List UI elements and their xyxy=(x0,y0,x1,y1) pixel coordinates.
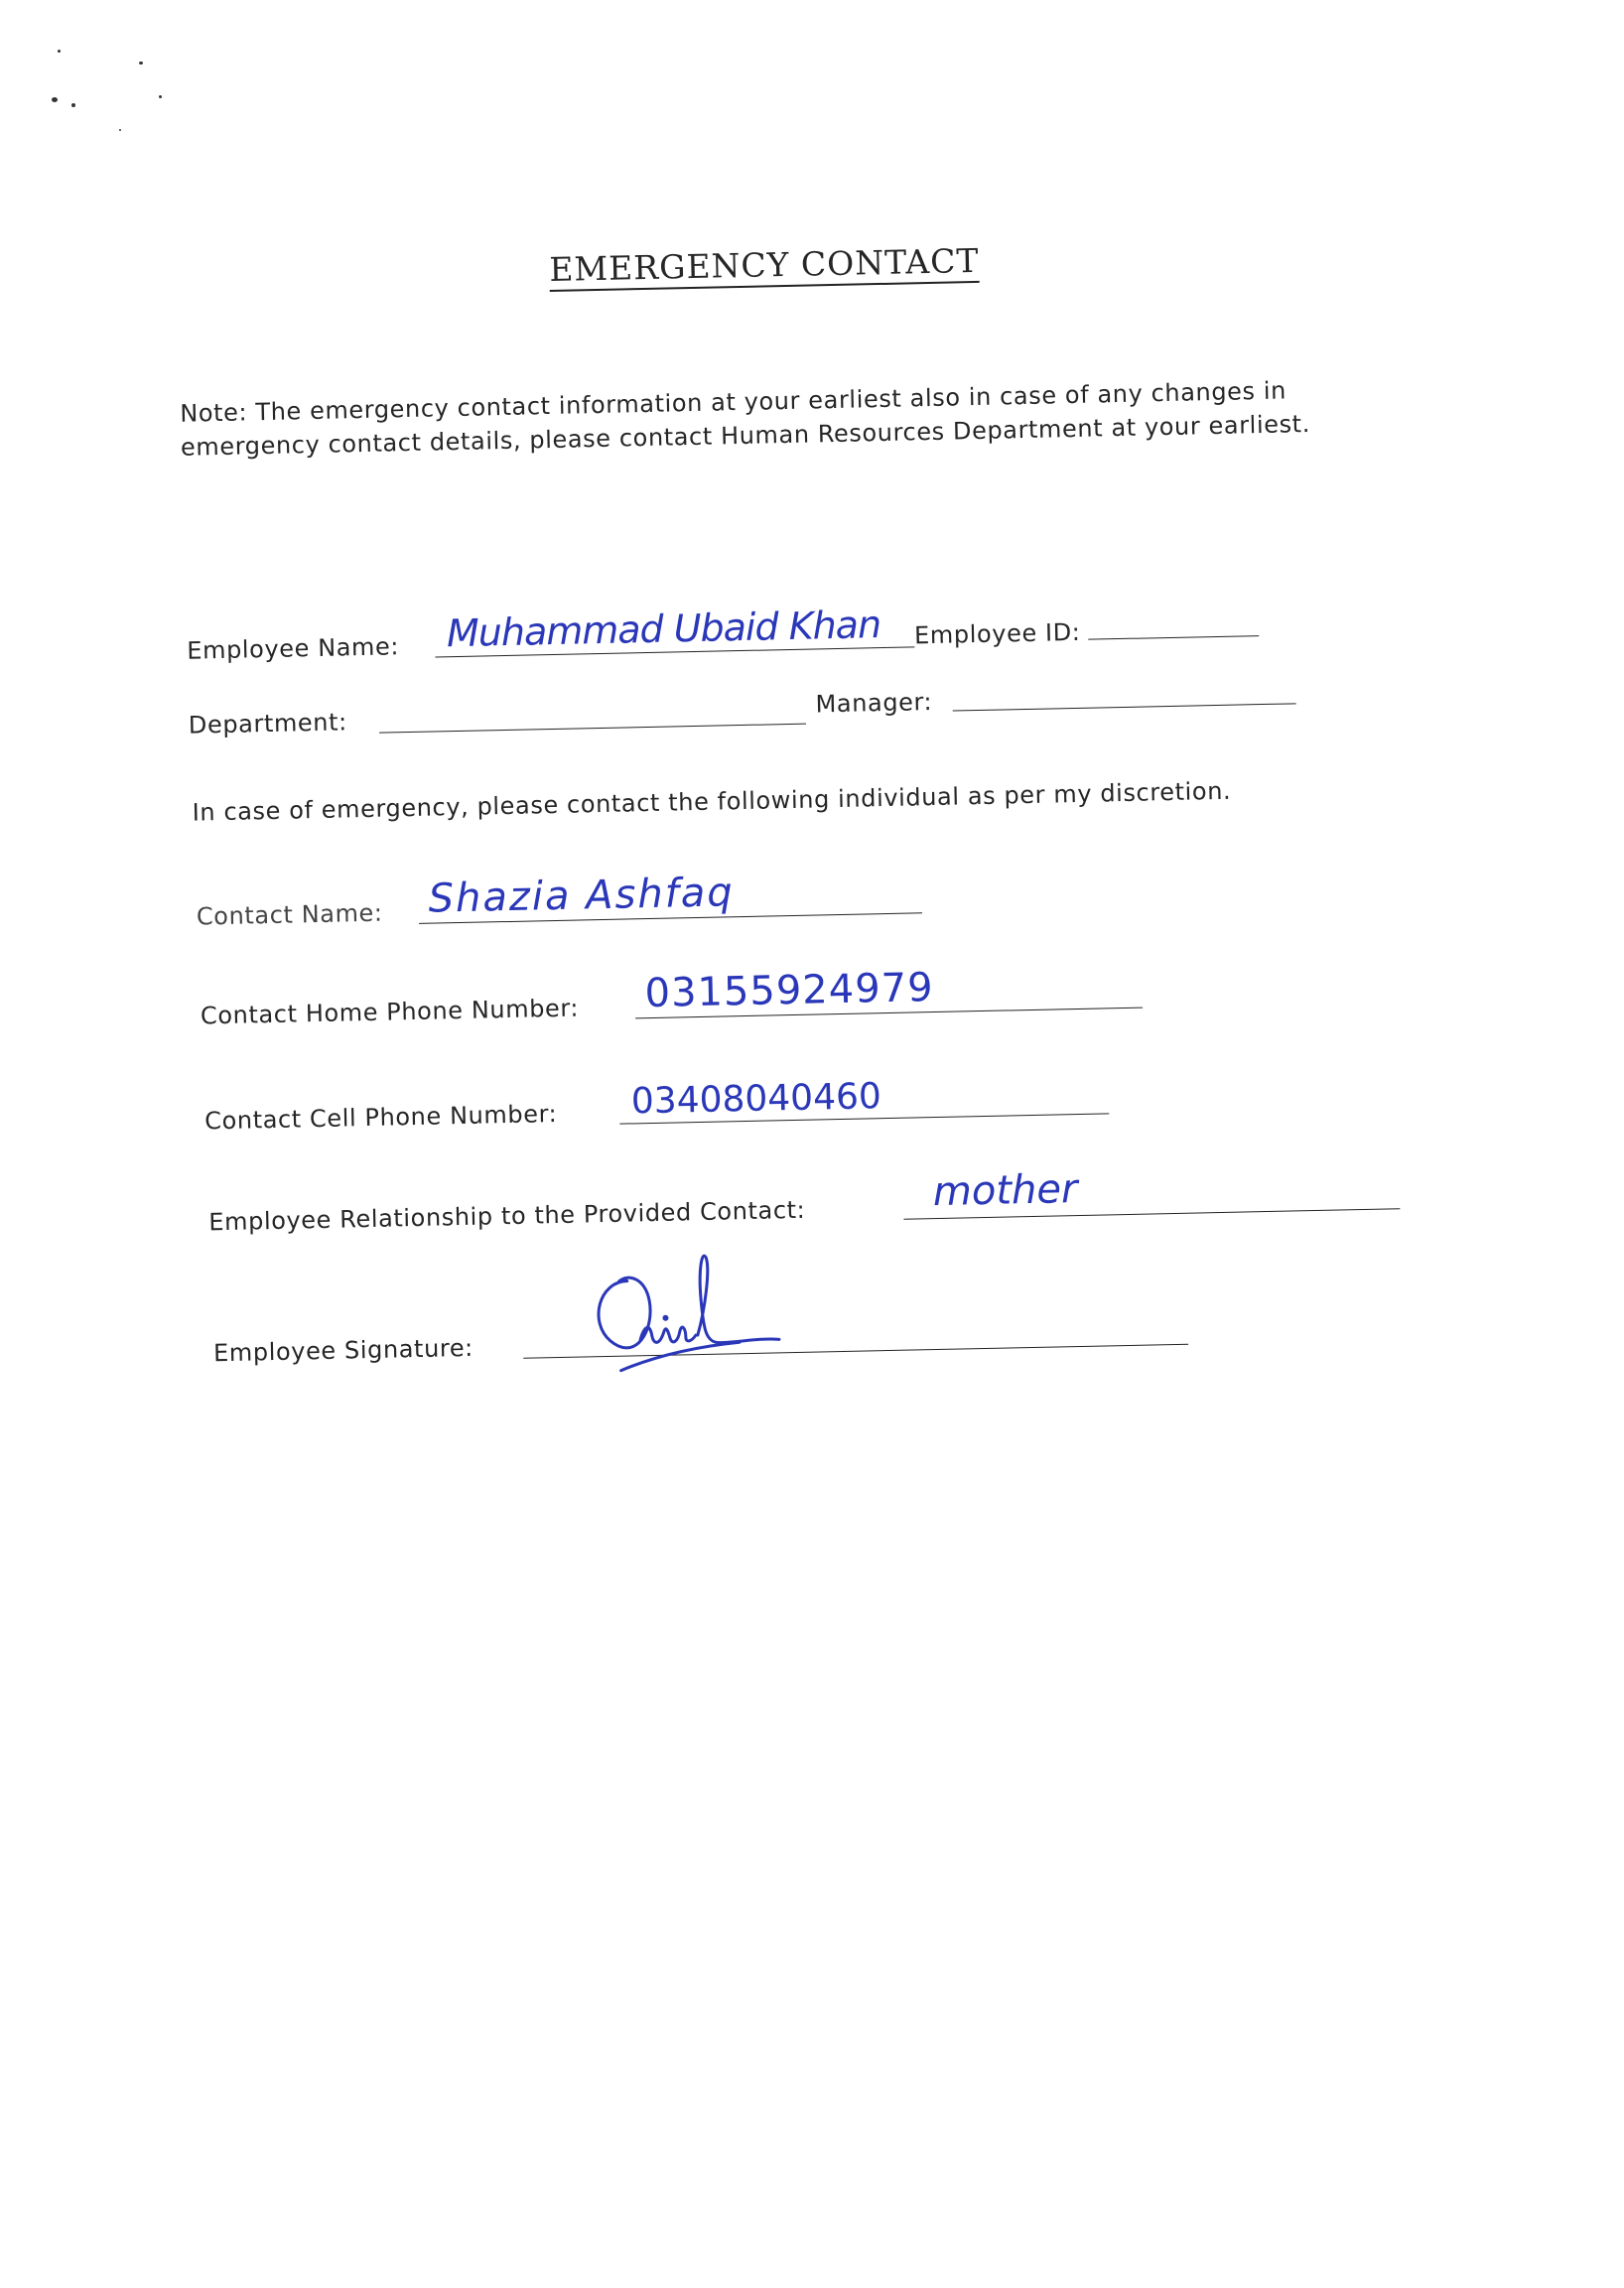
cell-phone-row xyxy=(204,1072,1417,1138)
home-phone-row xyxy=(200,967,1412,1032)
relationship-label: Employee Relationship to the Provided Contact: xyxy=(208,1195,806,1237)
scan-speck xyxy=(52,97,58,102)
cell-phone-label: Contact Cell Phone Number: xyxy=(203,1099,558,1136)
scan-speck xyxy=(139,62,143,65)
home-phone-label: Contact Home Phone Number: xyxy=(200,994,580,1030)
scan-speck xyxy=(119,129,121,131)
instruction-row xyxy=(192,763,1404,829)
manager-label: Manager: xyxy=(815,687,933,719)
form-content xyxy=(169,232,1400,1368)
scan-speck xyxy=(159,95,162,98)
employee-id-field[interactable] xyxy=(1088,635,1259,640)
signature-row xyxy=(213,1304,1435,1370)
form-title: EMERGENCY CONTACT xyxy=(549,241,980,292)
department-row xyxy=(188,676,1400,741)
signature-label: Employee Signature: xyxy=(212,1333,474,1368)
employee-name-value: Muhammad Ubaid Khan xyxy=(446,603,881,656)
contact-name-row xyxy=(196,868,1408,933)
department-field[interactable] xyxy=(379,724,806,734)
home-phone-value: 03155924979 xyxy=(644,965,934,1017)
employee-name-label: Employee Name: xyxy=(186,632,400,665)
instruction-text: In case of emergency, please contact the following individual as per my discretion. xyxy=(192,776,1232,827)
department-label: Department: xyxy=(188,708,348,740)
employee-name-row xyxy=(187,602,1399,667)
note-text: Note: The emergency contact information at your earliest also in case of any changes in emergency contact details, please contact Human Resources Department at your earliest. xyxy=(179,376,1311,462)
handwritten-signature xyxy=(579,1238,820,1392)
scan-speck xyxy=(58,50,61,53)
cell-phone-value: 03408040460 xyxy=(630,1076,882,1123)
contact-name-value: Shazia Ashfaq xyxy=(428,870,736,922)
employee-id-label: Employee ID: xyxy=(913,617,1081,650)
relationship-value: mother xyxy=(932,1166,1078,1216)
manager-field[interactable] xyxy=(953,703,1296,711)
scan-speck xyxy=(71,103,75,107)
contact-name-label: Contact Name: xyxy=(196,898,383,931)
relationship-row xyxy=(208,1166,1430,1239)
